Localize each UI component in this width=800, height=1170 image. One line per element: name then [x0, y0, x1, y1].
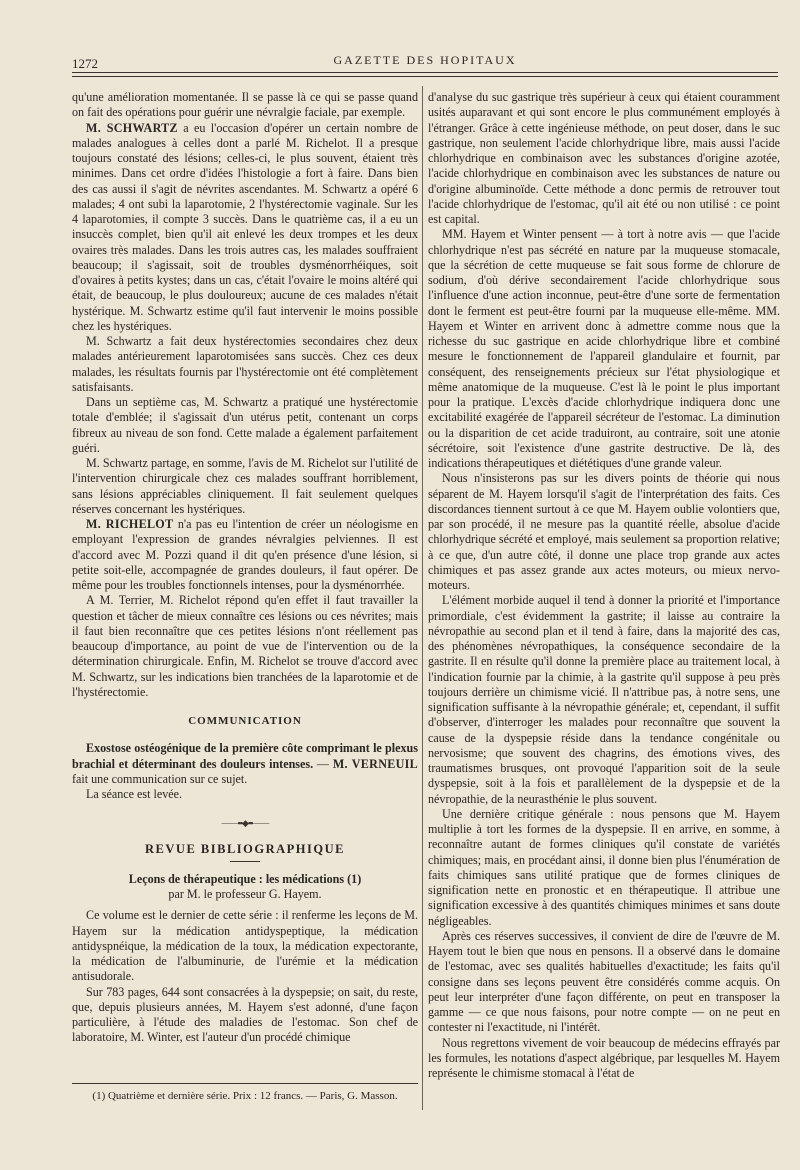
journal-title: GAZETTE DES HOPITAUX [333, 53, 517, 67]
paragraph: A M. Terrier, M. Richelot répond qu'en effet il faut travailler la question et tâcher de mieux connaître ces lésions ou ces névrites; mais il faut bien reconnaître que ces petites lésions n'ont réellement pas beaucoup d'importance, au point de vue de l'intervention ou de la détermination chirurgicale. Enfin, M. Richelot se trouve d'accord avec M. Schwartz, sur les indications bien tranchées de la laparotomie et de l'hystérectomie. [72, 593, 418, 699]
paragraph: Sur 783 pages, 644 sont consacrées à la dyspepsie; on sait, du reste, que, depuis plusieurs années, M. Hayem s'est adonné, d'une façon particulière, à l'étude des maladies de l'estomac. Son chef de laboratoire, M. Winter, est l'auteur d'un procédé chimique [72, 984, 418, 1045]
speaker-name: M. VERNEUIL [332, 756, 418, 771]
page-number: 1272 [72, 56, 98, 71]
column-divider [422, 86, 423, 1110]
paragraph: Ce volume est le dernier de cette série : il renferme les leçons de M. Hayem sur la médication antidyspeptique, la médication antidyspnéique, la médication de la toux, la médication expectorante, la médication de l'albuminurie, de l'urémie et la médication antisudorale. [72, 908, 418, 984]
seance-closing: La séance est levée. [86, 787, 183, 801]
left-column [72, 90, 418, 1046]
footnote: (1) Quatrième et dernière série. Prix : 12 francs. — Paris, G. Masson. [92, 1090, 398, 1102]
book-author: par M. le professeur G. Hayem. [168, 887, 322, 901]
ornament-divider: ——▪▪◆▪▪—— [221, 818, 269, 829]
paragraph [72, 121, 418, 335]
running-head [72, 52, 778, 74]
paragraph: Nous n'insisterons pas sur les divers points de théorie qui nous séparent de M. Hayem lorsqu'il s'agit de l'interprétation des faits. Ces discordances tiennent surtout à ce que M. Hayem oublie volontiers que, par son procédé, il ne mesure pas la quantité réelle, absolue d'acide chlorhydrique sécrété et employé, mais seulement sa proportion relative; à ce que, d'un autre côté, il donne une place trop grande aux actes chimiques et pas assez grande aux actes moteurs, ou mieux nervo-moteurs. [428, 471, 780, 592]
paragraph: Nous regrettons vivement de voir beaucoup de médecins effrayés par les formules, les notations d'aspect algébrique, par lesquelles M. Hayem représente le chimisme stomacal à l'état de [428, 1035, 780, 1080]
paragraph: M. Schwartz partage, en somme, l'avis de M. Richelot sur l'utilité de l'intervention chirurgicale chez ces malades souffrant horriblement, sans lésions appréciables cliniquement. Il fait seulement quelques réserves concernant les hystériques. [72, 456, 418, 516]
communication-paragraph [72, 741, 418, 787]
paragraph-text: n'a pas eu l'intention de créer un néologisme en employant l'expression de grandes névralgies pelviennes. Il est d'accord avec M. Pozzi quand il dit qu'en présence d'une lésion, si petite soit-elle, accompagnée de grandes douleurs, il faut opérer. De même pour les troubles fonctionnels intenses, pour la dysménorrhée. [72, 517, 418, 592]
paragraph: Après ces réserves successives, il convient de dire de l'œuvre de M. Hayem tout le bien que nous en pensons. Il a observé dans le domaine de l'estomac, avec ses qualités habituelles d'exactitude; les faits qu'il consigne dans ses leçons peuvent être considérés comme acquis. On peut leur interpréter d'une façon différente, on peut en transposer la gamme — ce que nous faisons, pour notre compte — on ne peut en contester ni l'exactitude, ni l'intérêt. [428, 928, 780, 1035]
paragraph-text: a eu l'occasion d'opérer un certain nombre de malades analogues à celles dont a parlé M. Richelot. Il a presque toujours constaté des lésions; celles-ci, le plus souvent, étaient très minimes. Dans cet ordre d'idées l'histologie a fort à faire. Dans bien des cas aussi il s'agit de névrites ascendantes. M. Schwartz a opéré 6 malades; 4 ont subi la laparotomie, 2 l'hystérectomie vaginale. Sur les 4 laparotomies, il compte 3 succès. Dans le quatrième cas, il a eu un insuccès complet, bien qu'il ait enlevé les deux trompes et les deux ovaires très malades. Dans les trois autres cas, les malades souffraient beaucoup; il s'agissait, soit de troubles dysménorrhéiques, soit d'ovaires à petits kystes; dans un cas, c'était l'ovaire le moins altéré qui était, de beaucoup, le plus douloureux; aucune de ces malades n'était hystérique. M. Schwartz estime qu'il faut intervenir le moins possible chez les hystériques. [72, 120, 418, 333]
book-title: Leçons de thérapeutique : les médications (1) [128, 871, 362, 886]
revue-heading: REVUE BIBLIOGRAPHIQUE [145, 841, 345, 856]
right-column [428, 90, 780, 1081]
dash: — [313, 756, 333, 771]
communication-text: fait une communication sur ce sujet. [72, 771, 248, 786]
communication-title: Exostose ostéogénique de la première côte comprimant le plexus brachial et déterminant des douleurs intenses. [72, 741, 418, 771]
speaker-name: M. RICHELOT [86, 517, 174, 531]
short-rule [230, 861, 260, 862]
paragraph: qu'une amélioration momentanée. Il se passe là ce qui se passe quand on fait des opérations pour guérir une névralgie faciale, par exemple. [72, 90, 418, 120]
header-rule [72, 72, 778, 77]
paragraph: d'analyse du suc gastrique très supérieur à ceux qui étaient couramment usités auparavant et qui sont encore le plus communément employés à l'étranger. Grâce à cette ingénieuse méthode, on peut doser, dans le suc gastrique, non seulement l'acide chlorhydrique libre, mais aussi l'acide chlorhydrique en combinaison avec les substances d'origine azotée, l'acide chlorhydrique en combinaison avec les substances de nature ou d'origine albuminoïde. Cette méthode a donc permis de retrouver tout l'acide chlorhydrique de l'estomac, qu'il ait été ou non utilisé : ce point est capital. [428, 90, 780, 226]
paragraph [72, 517, 418, 593]
paragraph: M. Schwartz a fait deux hystérectomies secondaires chez deux malades antérieurement laparotomisées sans succès. Chez ces deux malades, les résultats fournis par l'hystérectomie ont été complètement satisfaisants. [72, 334, 418, 394]
speaker-name: M. SCHWARTZ [86, 120, 178, 135]
paragraph: Dans un septième cas, M. Schwartz a pratiqué une hystérectomie totale d'emblée; il s'agissait d'un utérus petit, contenant un corps fibreux au niveau de son fond. Cette malade a également parfaitement guéri. [72, 395, 418, 455]
footnote-rule [72, 1083, 418, 1084]
communication-heading: COMMUNICATION [188, 715, 302, 727]
paragraph: L'élément morbide auquel il tend à donner la priorité et l'importance primordiale, c'est évidemment la gastrite; il laisse au contraire la névropathie au second plan et il tend à faire, dans la majorité des cas, des phénomènes névropathiques, la conséquence secondaire de la gastrite. Il en résulte qu'il donne la première place au traitement local, à l'indication fournie par la chimie, à la gastrite qu'il suppose à peu près toujours derrière un chimisme vicié. Il n'attribue pas, à notre sens, une signification suffisante à la névropathie générale; et, cependant, il suffit d'observer, d'interroger les malades pour reconnaître que souvent la cause de la dyspepsie réside dans la tendance congénitale ou nervosisme; que souvent des chagrins, des émotions vives, des traumatismes brusques, ont provoqué l'apparition soit de la seule dyspepsie, soit à la fois et parallèlement de la dyspepsie et de la névropathie, de la neurasthénie le plus souvent. [428, 593, 780, 806]
paragraph: Une dernière critique générale : nous pensons que M. Hayem multiplie à tort les formes de la dyspepsie. Il en arrive, en somme, à reconnaître autant de formes cliniques qu'il constate de variétés chimiques; mais, en procédant ainsi, il donne bien plus l'énumération de faits chimiques sans utilité pratique que de formes cliniques de signification nette en pronostic et en thérapeutique. Il attribue une signification excessive à des quantités chimiques minimes et sans doute négligeables. [428, 806, 780, 928]
paragraph: MM. Hayem et Winter pensent — à tort à notre avis — que l'acide chlorhydrique n'est pas sécrété en nature par la muqueuse stomacale, que la sécrétion de cette muqueuse se fait sous forme de chlorure de sodium, d'où dérive secondairement l'acide chlorhydrique sous l'influence d'une action inconnue, peut-être d'une sorte de fermentation dont le ferment est peut-être fourni par la muqueuse elle-même. MM. Hayem et Winter en arrivent donc à admettre comme nous que la richesse du suc gastrique en acide chlorhydrique libre et combiné mesure le fonctionnement de l'appareil glandulaire et fournit, par conséquent, des renseignements précieux sur l'état physiologique et même anatomique de la muqueuse. C'est là le point le plus important pour la pratique. L'excès d'acide chlorhydrique indiquera donc une excitabilité exagérée de l'appareil sécréteur de l'estomac. La diminution ou la disparition de cet acide traduiront, au contraire, soit une atonie sécrétoire, soit l'existence d'une gastrite destructive. De là, des indications thérapeutiques et diététiques d'une grande valeur. [428, 227, 780, 470]
